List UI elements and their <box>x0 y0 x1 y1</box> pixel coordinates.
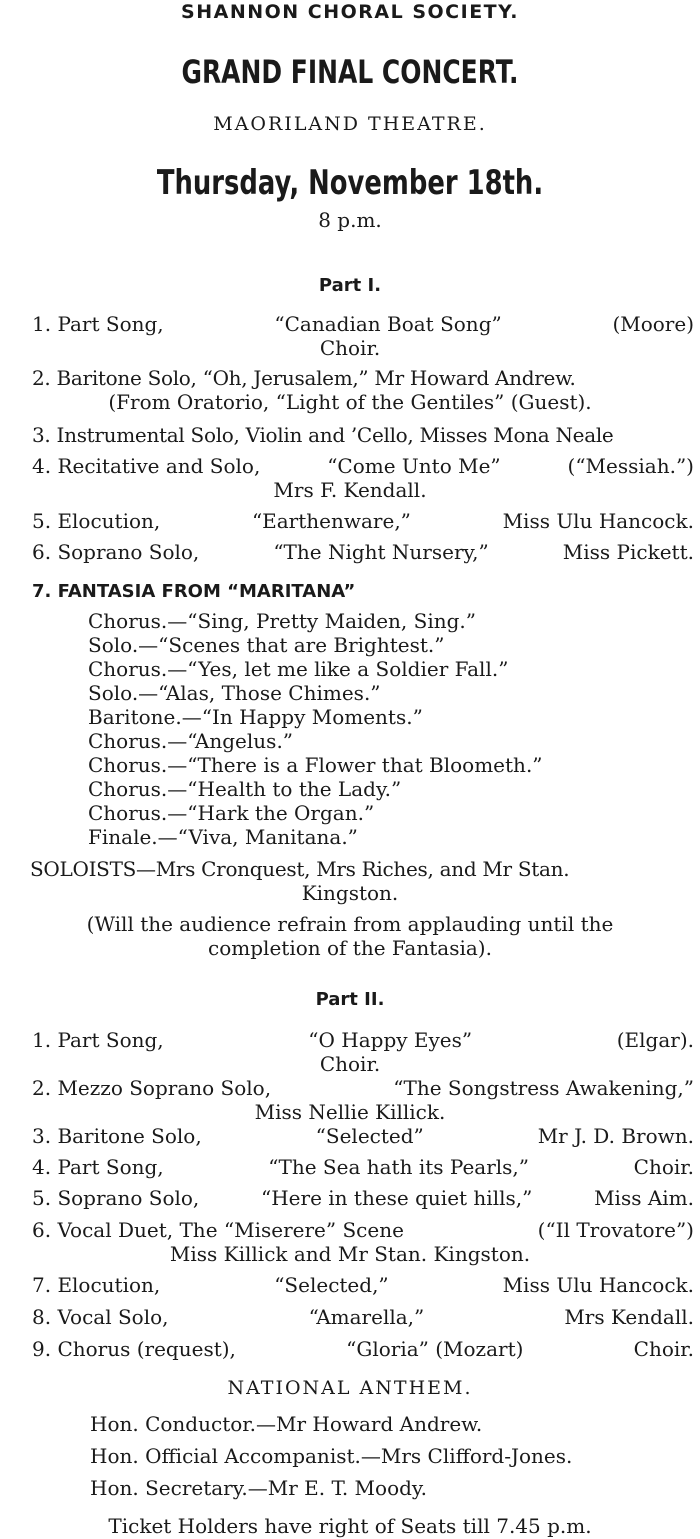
fantasia-item: Chorus.—“Hark the Organ.” <box>88 801 375 825</box>
performer: Miss Killick and Mr Stan. Kingston. <box>169 1242 531 1266</box>
programme-item: 1. Part Song, “O Happy Eyes” (Elgar). <box>32 1028 694 1052</box>
fantasia-title: 7. FANTASIA FROM “MARITANA” <box>32 581 356 602</box>
concert-date: Thursday, November 18th. <box>156 163 544 203</box>
society-name: SHANNON CHORAL SOCIETY. <box>181 1 519 23</box>
ticket-notice: Ticket Holders have right of Seats till 7.45 p.m. <box>108 1514 592 1538</box>
accompanist-credit: Hon. Official Accompanist.—Mrs Clifford-Jones. <box>90 1444 573 1468</box>
secretary-credit: Hon. Secretary.—Mr E. T. Moody. <box>90 1476 427 1500</box>
fantasia-item: Chorus.—“Health to the Lady.” <box>88 777 402 801</box>
programme-item: 5. Elocution, “Earthenware,” Miss Ulu Hancock. <box>32 509 694 533</box>
programme-item: 3. Baritone Solo, “Selected” Mr J. D. Brown. <box>32 1124 694 1148</box>
fantasia-item: Solo.—“Alas, Those Chimes.” <box>88 681 381 705</box>
programme-item: 7. Elocution, “Selected,” Miss Ulu Hancock. <box>32 1273 694 1297</box>
audience-note: completion of the Fantasia). <box>208 936 492 960</box>
venue: MAORILAND THEATRE. <box>213 113 487 135</box>
programme-item: 4. Recitative and Solo, “Come Unto Me” (“Messiah.”) <box>32 454 694 478</box>
programme-item: 6. Soprano Solo, “The Night Nursery,” Miss Pickett. <box>32 540 694 564</box>
programme-item: 9. Chorus (request), “Gloria” (Mozart) Choir. <box>32 1337 694 1361</box>
fantasia-item: Baritone.—“In Happy Moments.” <box>88 705 423 729</box>
fantasia-item: Chorus.—“Sing, Pretty Maiden, Sing.” <box>88 609 476 633</box>
performer: Miss Nellie Killick. <box>254 1100 446 1124</box>
performer: Choir. <box>319 1052 381 1076</box>
national-anthem: NATIONAL ANTHEM. <box>227 1377 473 1399</box>
fantasia-item: Chorus.—“There is a Flower that Bloometh.” <box>88 753 543 777</box>
conductor-credit: Hon. Conductor.—Mr Howard Andrew. <box>90 1412 483 1436</box>
audience-note: (Will the audience refrain from applauding until the <box>86 912 614 936</box>
part-one-heading: Part I. <box>318 275 382 296</box>
concert-time: 8 p.m. <box>318 208 382 232</box>
performer: Choir. <box>319 336 381 360</box>
part-two-heading: Part II. <box>315 989 385 1010</box>
programme-item: 6. Vocal Duet, The “Miserere” Scene (“Il Trovatore”) <box>32 1218 694 1242</box>
fantasia-item: Solo.—“Scenes that are Brightest.” <box>88 633 445 657</box>
soloists-cont: Kingston. <box>301 881 399 905</box>
fantasia-item: Finale.—“Viva, Manitana.” <box>88 825 358 849</box>
fantasia-item: Chorus.—“Angelus.” <box>88 729 294 753</box>
concert-title: GRAND FINAL CONCERT. <box>181 53 519 91</box>
fantasia-item: Chorus.—“Yes, let me like a Soldier Fall.” <box>88 657 509 681</box>
programme-item: 2. Mezzo Soprano Solo, “The Songstress Awakening,” <box>32 1076 694 1100</box>
programme-item: 5. Soprano Solo, “Here in these quiet hills,” Miss Aim. <box>32 1186 694 1210</box>
programme-item: 2. Baritone Solo, “Oh, Jerusalem,” Mr Howard Andrew. <box>32 366 576 390</box>
performer-note: (From Oratorio, “Light of the Gentiles” (Guest). <box>108 390 592 414</box>
performer: Mrs F. Kendall. <box>273 478 427 502</box>
soloists: SOLOISTS—Mrs Cronquest, Mrs Riches, and Mr Stan. <box>30 857 570 881</box>
programme-item: 4. Part Song, “The Sea hath its Pearls,” Choir. <box>32 1155 694 1179</box>
programme-item: 8. Vocal Solo, “Amarella,” Mrs Kendall. <box>32 1305 694 1329</box>
programme-item: 1. Part Song, “Canadian Boat Song” (Moore) <box>32 312 694 336</box>
programme-item: 3. Instrumental Solo, Violin and ’Cello, Misses Mona Neale <box>32 423 614 447</box>
